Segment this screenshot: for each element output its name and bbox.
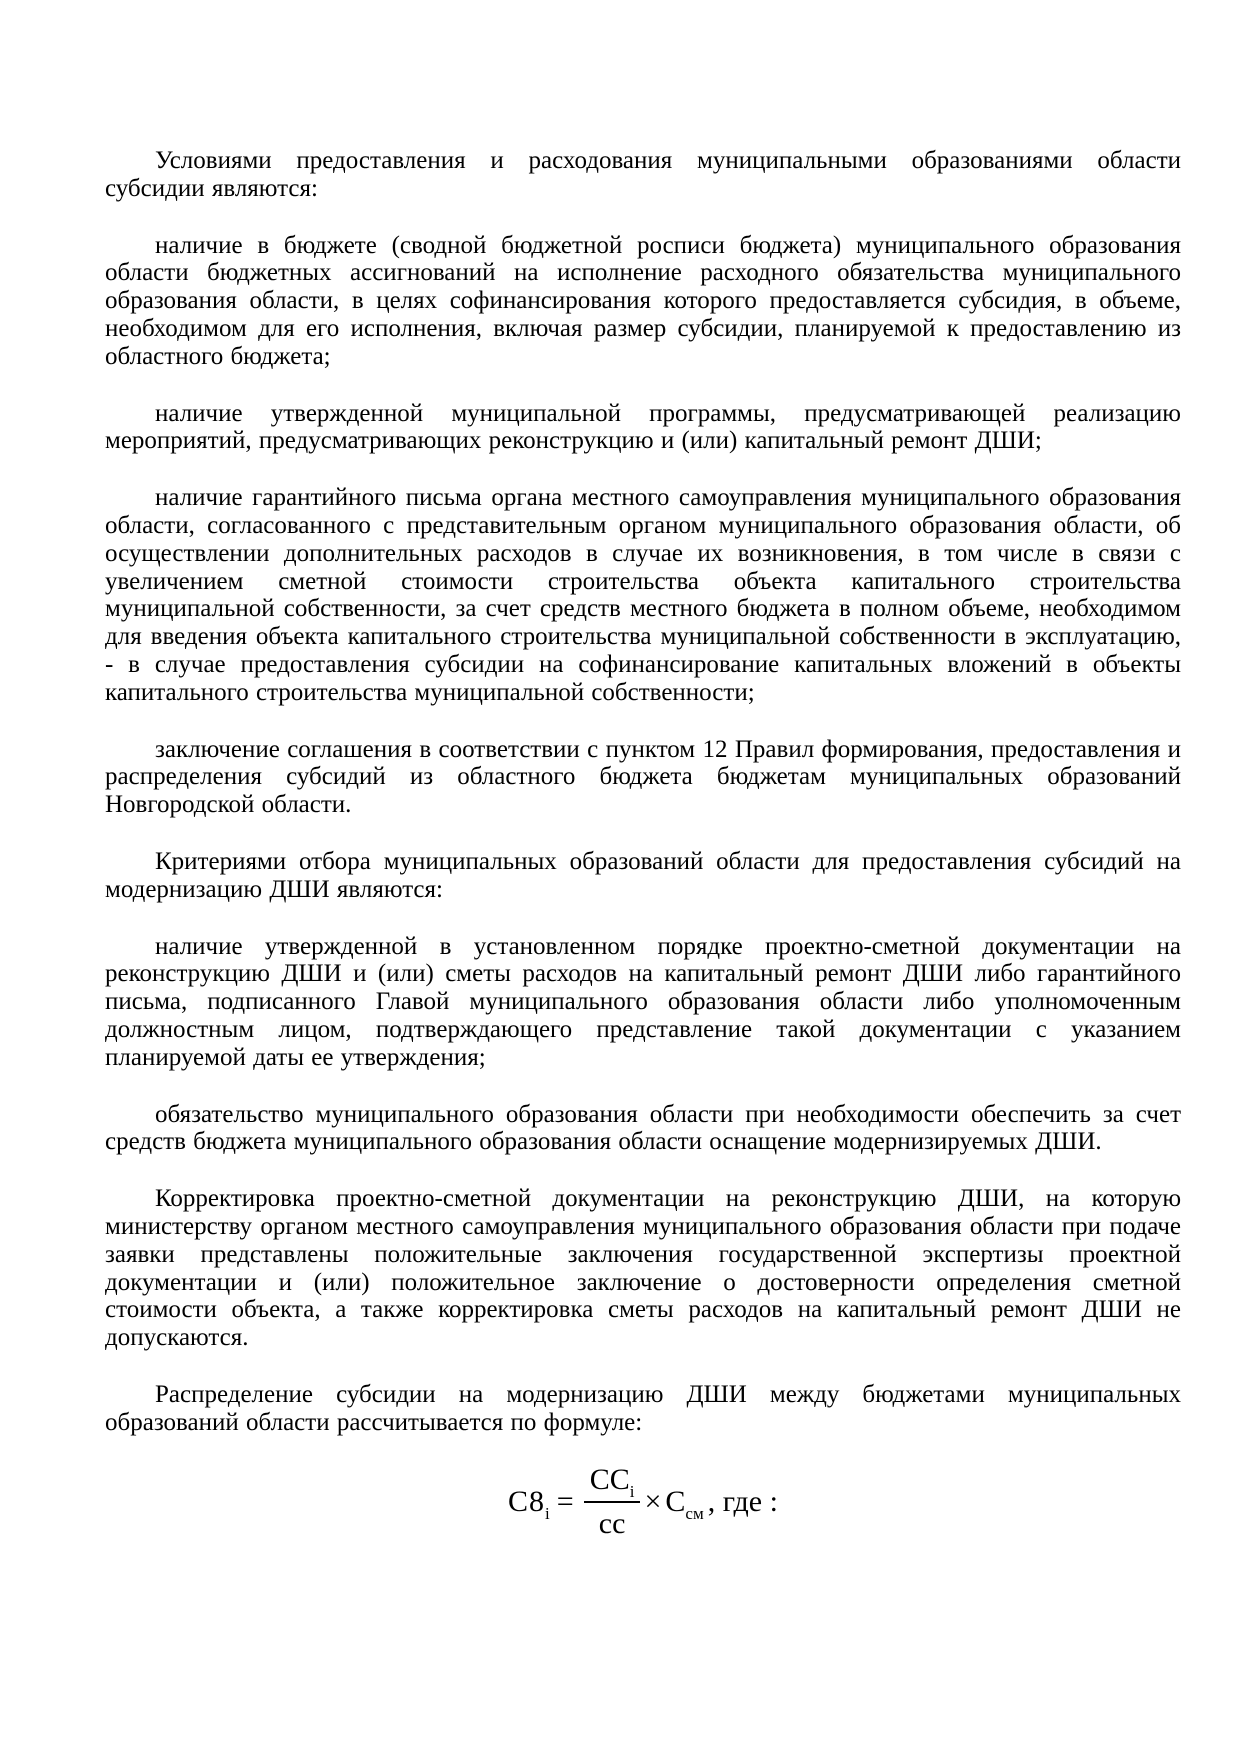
formula-fraction — [584, 1465, 641, 1539]
paragraph-budget-allocations: наличие в бюджете (сводной бюджетной росписи бюджета) муниципального образования области бюджетных ассигнований на исполнение расходного обязательства муниципального образования области, в целях софинансирования которого предоставляется субсидия, в объеме, необходимом для его исполнения, включая размер субсидии, планируемой к предоставлению из областного бюджета; — [105, 231, 1181, 370]
equals-sign: = — [556, 1485, 574, 1519]
paragraph-municipal-program: наличие утвержденной муниципальной программы, предусматривающей реализацию мероприятий, предусматривающих реконструкцию и (или) капитальный ремонт ДШИ; — [105, 399, 1181, 455]
formula-lhs: $С8_i$ — [508, 1485, 551, 1524]
paragraph-agreement: заключение соглашения в соответствии с пунктом 12 Правил формирования, предоставления и распределения субсидий из областного бюджета бюджетам муниципальных образований Новгородской области. — [105, 735, 1181, 819]
factor-subscript: см — [685, 1504, 704, 1524]
numerator-subscript: i — [629, 1482, 635, 1502]
document-content — [105, 147, 1181, 1539]
distribution-formula — [508, 1465, 778, 1539]
formula-factor: $С_{см}$ — [665, 1485, 704, 1524]
paragraph-criteria-intro: Критериями отбора муниципальных образований области для предоставления субсидий на модернизацию ДШИ являются: — [105, 847, 1181, 903]
paragraph-distribution-formula-intro: Распределение субсидии на модернизацию ДШИ между бюджетами муниципальных образований области рассчитывается по формуле: — [105, 1380, 1181, 1436]
formula-container — [105, 1465, 1181, 1539]
fraction-denominator: сс — [584, 1501, 641, 1539]
multiplication-sign: × — [644, 1485, 662, 1519]
paragraph-guarantee-letter: наличие гарантийного письма органа местного самоуправления муниципального образования области, согласованного с представительным органом муниципального образования области, об осуществлении дополнительных расходов в случае их возникновения, в том числе в связи с увеличением сметной стоимости строительства объекта капитального строительства муниципальной собственности, за счет средств местного бюджета в полном объеме, необходимом для введения объекта капитального строительства муниципальной собственности в эксплуатацию, - в случае предоставления субсидии на софинансирование капитальных вложений в объекты капитального строительства муниципальной собственности; — [105, 484, 1181, 706]
fraction-numerator: $СС_i$ — [589, 1463, 635, 1502]
paragraph-project-documentation: наличие утвержденной в установленном порядке проектно-сметной документации на реконструкцию ДШИ и (или) сметы расходов на капитальный ремонт ДШИ либо гарантийного письма, подписанного Главой муниципального образования области либо уполномоченным должностным лицом, подтверждающего представление такой документации с указанием планируемой даты ее утверждения; — [105, 932, 1181, 1071]
paragraph-correction-prohibited: Корректировка проектно-сметной документации на реконструкцию ДШИ, на которую министерству органом местного самоуправления муниципального образования области при подаче заявки представлены положительные заключения государственной экспертизы проектной документации и (или) положительное заключение о достоверности определения сметной стоимости объекта, а также корректировка сметы расходов на капитальный ремонт ДШИ не допускаются. — [105, 1185, 1181, 1352]
paragraph-conditions-intro: Условиями предоставления и расходования муниципальными образованиями области субсидии являются: — [105, 147, 1181, 202]
paragraph-equipment-obligation: обязательство муниципального образования области при необходимости обеспечить за счет средств бюджета муниципального образования области оснащение модернизируемых ДШИ. — [105, 1100, 1181, 1156]
formula-tail: , где : — [707, 1485, 778, 1519]
formula-lhs-subscript: i — [545, 1504, 551, 1524]
